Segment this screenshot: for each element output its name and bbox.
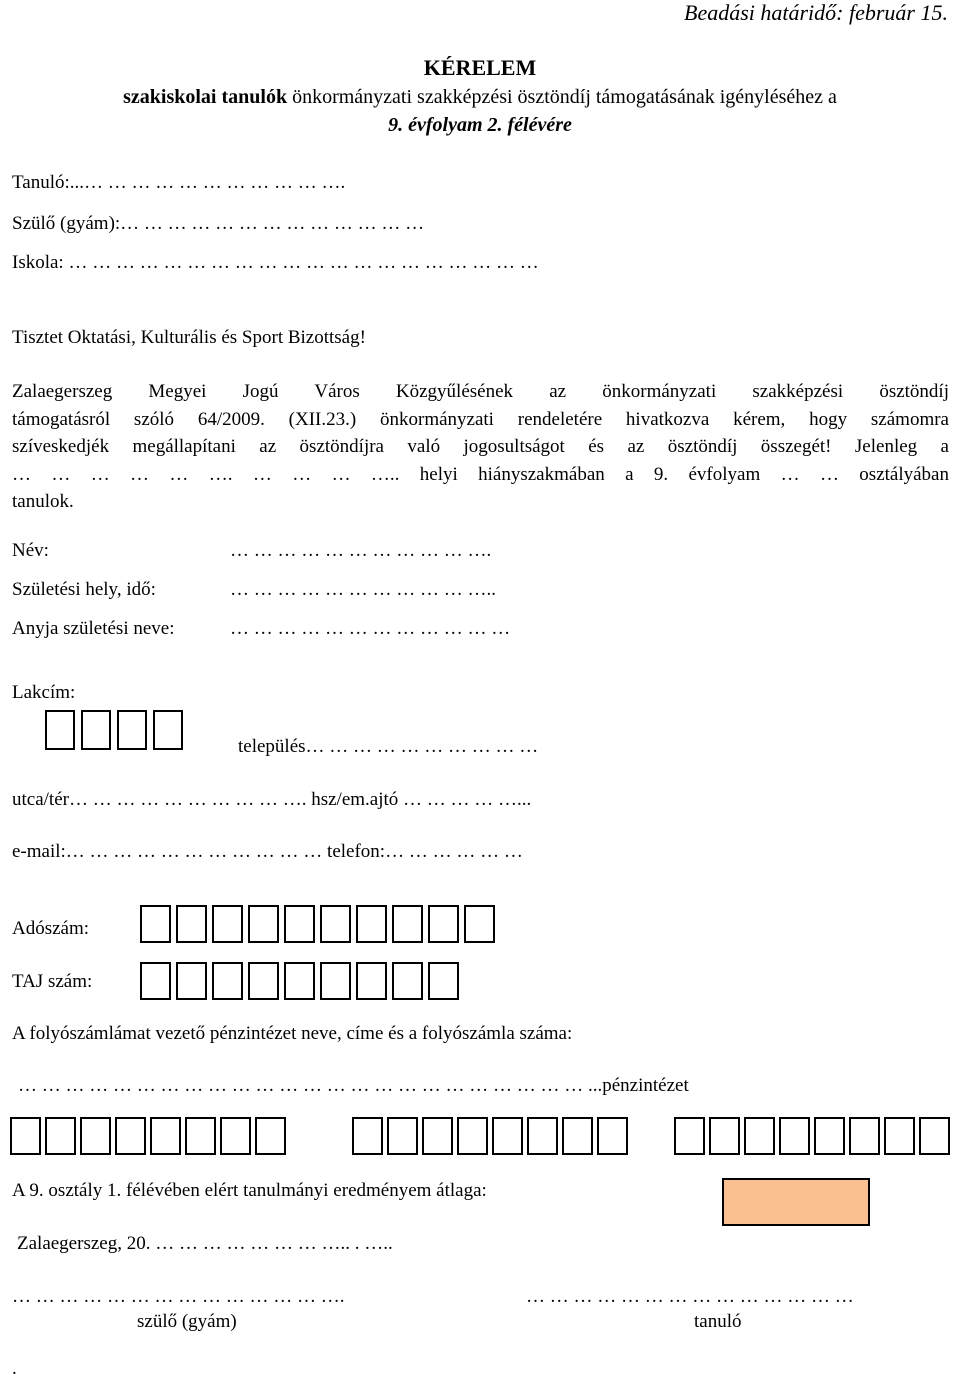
paragraph-line: … … … … … …. … … … ….. helyi hiányszakmában a 9. évfolyam … … osztályában [12,463,949,485]
account-digit-box[interactable] [527,1117,558,1155]
tax-digit-box[interactable] [140,905,171,943]
paragraph-line: támogatásról szóló 64/2009. (XII.23.) önkormányzati rendeletére hivatkozva kérem, hogy számomra [12,408,949,430]
tax-digit-box[interactable] [392,905,423,943]
bank-name-field[interactable]: … … … … … … … … … … … … … … … … … … … … … … … … ...pénzintézet [18,1075,689,1096]
request-paragraph [12,378,949,516]
tax-digit-box[interactable] [356,905,387,943]
tax-digit-box[interactable] [284,905,315,943]
tax-digit-box[interactable] [428,905,459,943]
street-field[interactable]: utca/tér… … … … … … … … … …. hsz/em.ajtó … … … … …... [12,789,532,810]
account-digit-box[interactable] [387,1117,418,1155]
tax-digit-box[interactable] [320,905,351,943]
subtitle-bold-part: szakiskolai tanulók [123,86,288,108]
account-digit-box[interactable] [150,1117,181,1155]
taj-digit-box[interactable] [212,962,243,1000]
email-phone-field[interactable]: e-mail:… … … … … … … … … … … telefon:… … … … … … [12,841,523,862]
parent-field[interactable]: Szülő (gyám):… … … … … … … … … … … … … [12,213,425,234]
student-field[interactable]: Tanuló:...… … … … … … … … … … …. [12,172,346,193]
account-number-group-2[interactable] [352,1117,632,1155]
tax-digit-box[interactable] [176,905,207,943]
subtitle-rest: önkormányzati szakképzési ösztöndíj támogatásának igényléséhez a [287,86,837,108]
account-digit-box[interactable] [709,1117,740,1155]
account-digit-box[interactable] [597,1117,628,1155]
address-label: Lakcím: [12,682,76,703]
taj-digit-box[interactable] [140,962,171,1000]
account-digit-box[interactable] [422,1117,453,1155]
tax-number-label: Adószám: [12,918,90,939]
account-number-group-1[interactable] [10,1117,290,1155]
account-digit-box[interactable] [185,1117,216,1155]
birth-field[interactable]: … … … … … … … … … … ….. [230,579,496,600]
taj-number-label: TAJ szám: [12,971,93,992]
account-digit-box[interactable] [457,1117,488,1155]
account-digit-box[interactable] [80,1117,111,1155]
paragraph-line: Zalaegerszeg Megyei Jogú Város Közgyűlésének az önkormányzati szakképzési ösztöndíj [12,381,949,402]
grade-average-label: A 9. osztály 1. félévében elért tanulmányi eredményem átlaga: [12,1180,487,1201]
deadline-text: Beadási határidő: február 15. [684,0,948,25]
parent-signature-line: … … … … … … … … … … … … … …. [12,1286,345,1307]
student-signature-line: … … … … … … … … … … … … … … [526,1286,854,1307]
account-digit-box[interactable] [814,1117,845,1155]
postcode-digit-box[interactable] [153,710,183,750]
postcode-digit-box[interactable] [81,710,111,750]
taj-digit-box[interactable] [248,962,279,1000]
taj-digit-box[interactable] [176,962,207,1000]
document-subtitle [0,86,960,109]
account-digit-box[interactable] [492,1117,523,1155]
taj-digit-box[interactable] [320,962,351,1000]
taj-digit-box[interactable] [428,962,459,1000]
mother-name-label: Anyja születési neve: [12,618,175,639]
account-digit-box[interactable] [884,1117,915,1155]
taj-number-boxes[interactable] [140,962,464,1000]
salutation: Tisztet Oktatási, Kulturális és Sport Bizottság! [12,327,366,348]
account-digit-box[interactable] [919,1117,950,1155]
account-digit-box[interactable] [10,1117,41,1155]
name-label: Név: [12,540,49,561]
footer-dot: . [12,1358,17,1379]
tax-number-boxes[interactable] [140,905,500,943]
tax-digit-box[interactable] [248,905,279,943]
account-digit-box[interactable] [779,1117,810,1155]
account-digit-box[interactable] [255,1117,286,1155]
taj-digit-box[interactable] [392,962,423,1000]
mother-name-field[interactable]: … … … … … … … … … … … … [230,618,511,639]
account-digit-box[interactable] [220,1117,251,1155]
account-digit-box[interactable] [45,1117,76,1155]
account-digit-box[interactable] [744,1117,775,1155]
taj-digit-box[interactable] [356,962,387,1000]
name-field[interactable]: … … … … … … … … … … …. [230,540,492,561]
account-digit-box[interactable] [562,1117,593,1155]
postcode-digit-box[interactable] [117,710,147,750]
account-digit-box[interactable] [674,1117,705,1155]
account-number-group-3[interactable] [674,1117,954,1155]
document-subtitle-line2: 9. évfolyam 2. félévére [388,114,572,136]
paragraph-line: szíveskedjék megállapítani az ösztöndíjra való jogosultságot és az ösztöndíj összegét! Jelenleg a [12,436,949,457]
taj-digit-box[interactable] [284,962,315,1000]
place-date-field[interactable]: Zalaegerszeg, 20. … … … … … … … ….. . ….. [17,1233,393,1254]
paragraph-line: tanulok. [12,491,74,512]
student-signature-label: tanuló [694,1311,742,1332]
tax-digit-box[interactable] [464,905,495,943]
account-digit-box[interactable] [115,1117,146,1155]
account-digit-box[interactable] [849,1117,880,1155]
tax-digit-box[interactable] [212,905,243,943]
settlement-field[interactable]: település… … … … … … … … … … [238,736,539,757]
document-title: KÉRELEM [423,55,537,80]
bank-label: A folyószámlámat vezető pénzintézet neve, címe és a folyószámla száma: [12,1023,573,1044]
account-digit-box[interactable] [352,1117,383,1155]
birth-label: Születési hely, idő: [12,579,156,600]
parent-signature-label: szülő (gyám) [137,1311,237,1332]
school-field[interactable]: Iskola: … … … … … … … … … … … … … … … … … … … … [12,252,539,273]
grade-average-box[interactable] [722,1178,870,1226]
postcode-digit-box[interactable] [45,710,75,750]
postcode-boxes[interactable] [45,710,189,750]
